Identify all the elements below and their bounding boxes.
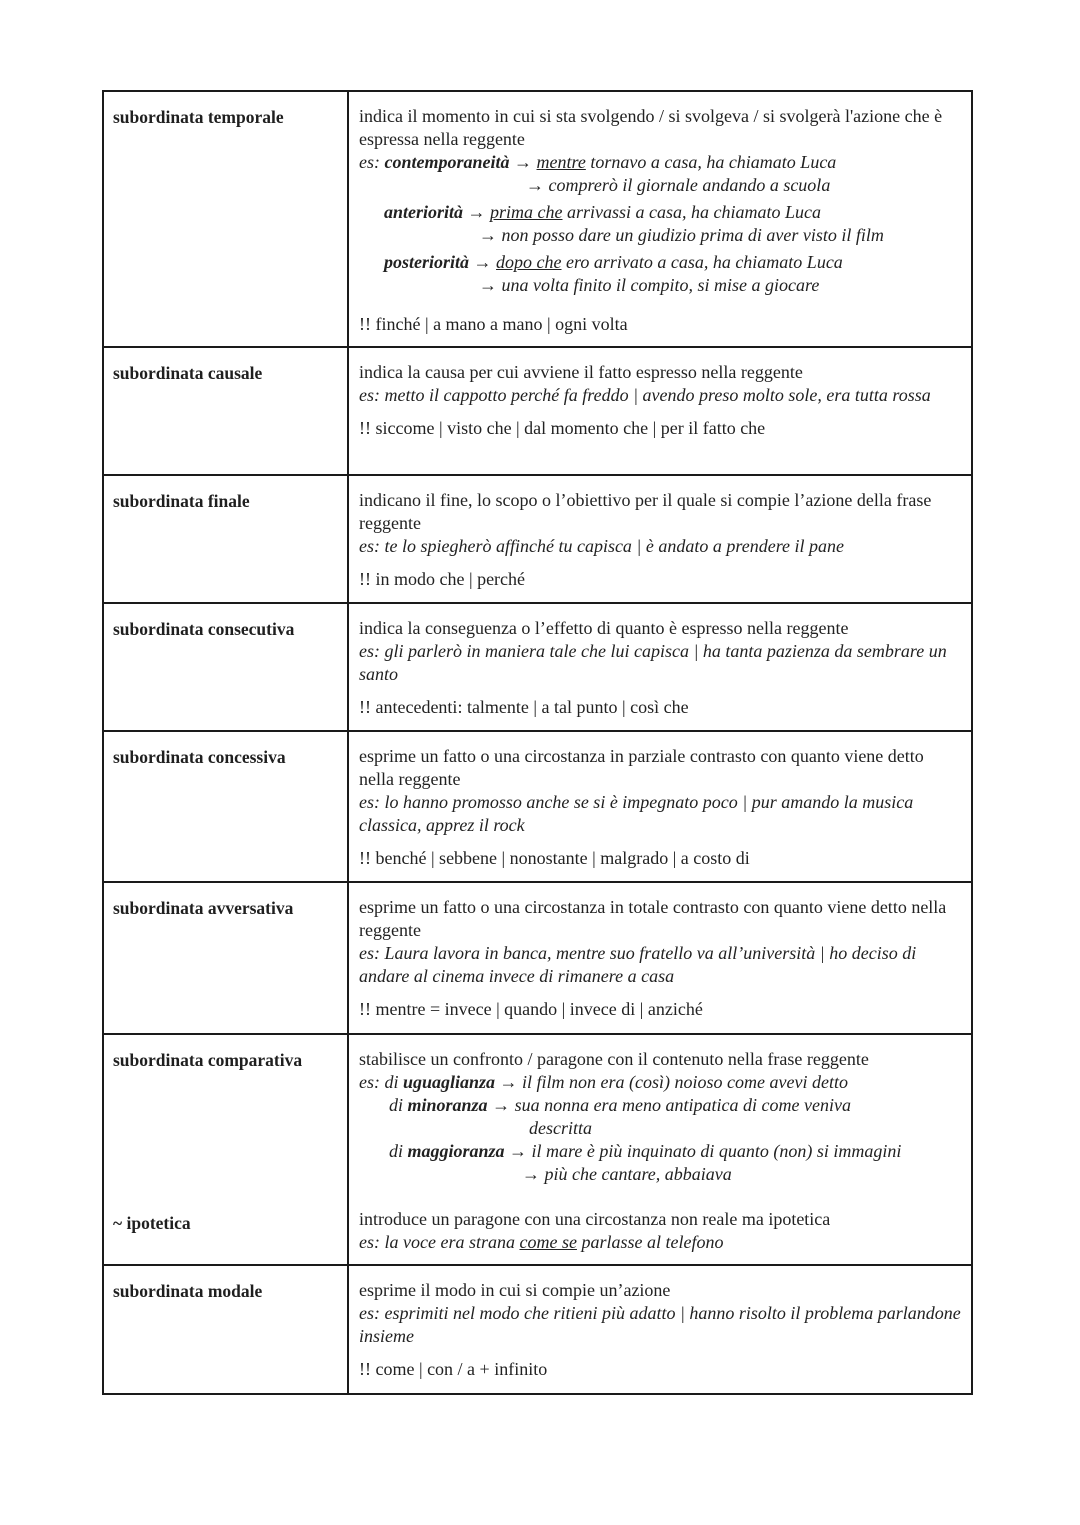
definition: esprime il modo in cui si compie un’azione [359,1280,671,1300]
sub-example: es: la voce era strana come se parlasse al telefono [359,1232,724,1252]
note: !! benché | sebbene | nonostante | malgrado | a costo di [359,848,750,868]
examples: es: Laura lavora in banca, mentre suo fratello va all’università | ho deciso di andare al cinema invece di rimanere a casa [359,943,917,986]
description-cell [348,1265,972,1394]
examples: es: metto il cappotto perché fa freddo | avendo preso molto sole, era tutta rossa [359,385,931,405]
term-label: subordinata temporale [113,107,284,127]
term-cell [103,882,348,1034]
table-row [103,1034,972,1265]
arrow-icon: → [479,275,497,295]
arrow-icon: → [479,225,497,245]
term-label: subordinata modale [113,1281,263,1301]
term-cell [103,1265,348,1394]
term-cell [103,1034,348,1265]
definition: indica la causa per cui avviene il fatto espresso nella reggente [359,362,803,382]
term-cell [103,91,348,347]
term-cell [103,603,348,731]
definition: indica il momento in cui si sta svolgendo / si svolgeva / si svolgerà l'azione che è espressa nella reggente [359,106,943,149]
term-label: subordinata causale [113,363,263,383]
description-cell [348,1034,972,1265]
definition: esprime un fatto o una circostanza in totale contrasto con quanto viene detto nella reggente [359,897,947,940]
term-cell [103,731,348,882]
description-cell [348,91,972,347]
arrow-icon: → [492,1095,511,1115]
definition: indica la conseguenza o l’effetto di quanto è espresso nella reggente [359,618,849,638]
arrow-icon: → [522,1164,540,1184]
arrow-icon: → [499,1072,518,1092]
description-cell [348,475,972,603]
definition: esprime un fatto o una circostanza in parziale contrasto con quanto viene detto nella reggente [359,746,924,789]
term-label: subordinata concessiva [113,747,286,767]
term-label: subordinata consecutiva [113,619,295,639]
note: !! in modo che | perché [359,569,526,589]
subordinate-clauses-table [102,90,973,1395]
examples: es: lo hanno promosso anche se si è impegnato poco | pur amando la musica classica, apprez il rock [359,792,914,835]
description-cell [348,731,972,882]
description-cell [348,882,972,1034]
examples: es: gli parlerò in maniera tale che lui capisca | ha tanta pazienza da sembrare un santo [359,641,947,684]
arrow-icon: → [473,252,492,272]
description-cell [348,603,972,731]
note: !! mentre = invece | quando | invece di | anziché [359,999,703,1019]
sub-term-label: ~ ipotetica [113,1213,191,1233]
definition: stabilisce un confronto / paragone con il contenuto nella frase reggente [359,1049,869,1069]
table-row [103,347,972,475]
definition: indicano il fine, lo scopo o l’obiettivo per il quale si compie l’azione della frase reggente [359,490,932,533]
arrow-icon: → [526,175,544,195]
sub-definition: introduce un paragone con una circostanza non reale ma ipotetica [359,1209,831,1229]
note: !! antecedenti: talmente | a tal punto | così che [359,697,689,717]
note: !! finché | a mano a mano | ogni volta [359,314,628,334]
arrow-icon: → [467,202,486,222]
examples: es: esprimiti nel modo che ritieni più adatto | hanno risolto il problema parlandone insieme [359,1303,961,1346]
table-row [103,882,972,1034]
note: !! come | con / a + infinito [359,1359,548,1379]
table-row [103,731,972,882]
table-row [103,91,972,347]
table-row [103,603,972,731]
examples: es: contemporaneità → mentre tornavo a casa, ha chiamato Luca → comprerò il giornale andando a scuola anteriorità → prima che arrivassi a casa, ha chiamato Luca → non posso dare un giudizio prima di aver visto il film posteriorità → dopo che ero arrivato a casa, ha chiamato Luca → una volta finito il compito, si mise a giocare [359,152,884,295]
term-label: subordinata avversativa [113,898,294,918]
table-row [103,1265,972,1394]
term-cell [103,475,348,603]
term-cell [103,347,348,475]
term-label: subordinata comparativa [113,1050,303,1070]
description-cell [348,347,972,475]
term-label: subordinata finale [113,491,250,511]
examples: es: te lo spiegherò affinché tu capisca | è andato a prendere il pane [359,536,845,556]
arrow-icon: → [514,152,532,172]
examples: es: di uguaglianza → il film non era (così) noioso come avevi detto di minoranza → sua nonna era meno antipatica di come veniva descritta di maggioranza → il mare è più inquinato di quanto (non) si immagini → più che cantare, abbaiava [359,1072,902,1184]
note: !! siccome | visto che | dal momento che | per il fatto che [359,418,766,438]
table-row [103,475,972,603]
arrow-icon: → [509,1141,528,1161]
